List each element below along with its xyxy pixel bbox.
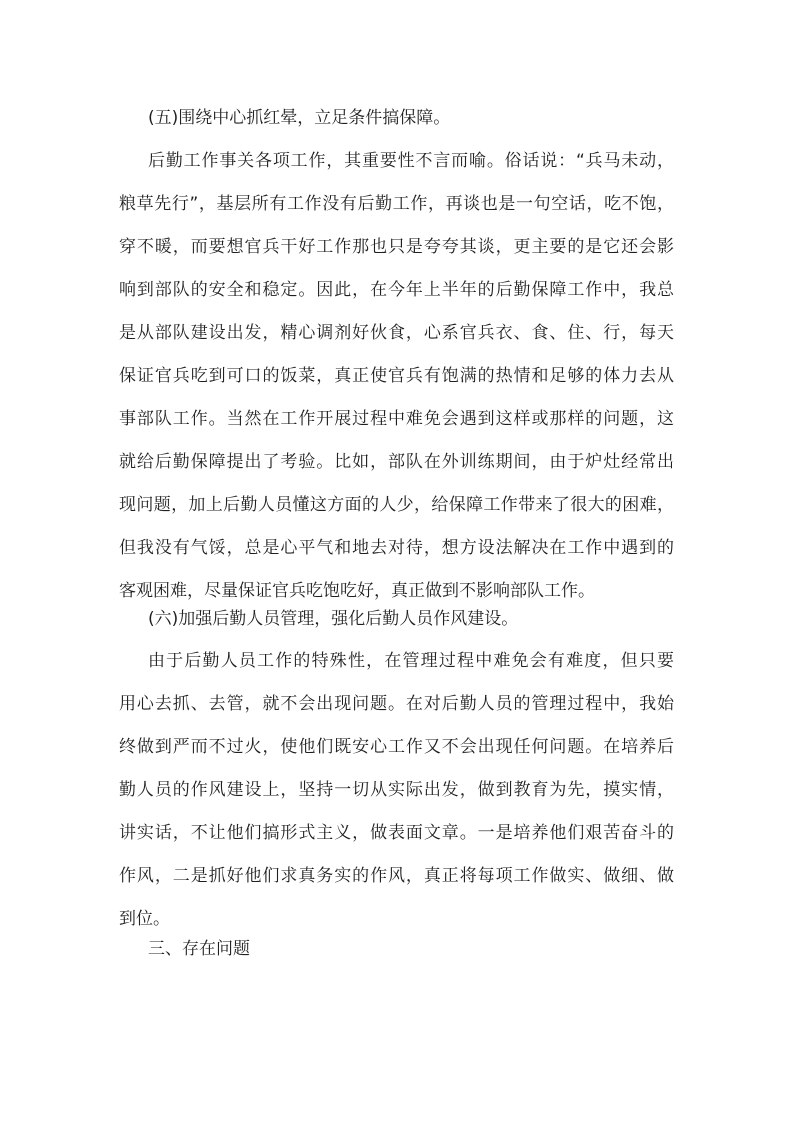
- paragraph-line: 就给后勤保障提出了考验。比如，部队在外训练期间，由于炉灶经常出: [119, 452, 674, 472]
- paragraph-line: 事部队工作。当然在工作开展过程中难免会遇到这样或那样的问题，这: [119, 409, 674, 429]
- paragraph-line: 响到部队的安全和稳定。因此，在今年上半年的后勤保障工作中，我总: [119, 280, 674, 300]
- paragraph-line: 客观困难，尽量保证官兵吃饱吃好，真正做到不影响部队工作。: [119, 581, 595, 601]
- section-heading-issues: 三、存在问题: [148, 939, 250, 959]
- paragraph-line: 粮草先行”，基层所有工作没有后勤工作，再谈也是一句空话，吃不饱，: [119, 194, 674, 214]
- paragraph-line: 勤人员的作风建设上，坚持一切从实际出发，做到教育为先，摸实情，: [119, 780, 674, 800]
- section-heading-5: (五)围绕中心抓红晕，立足条件搞保障。: [148, 108, 451, 128]
- paragraph-line: 穿不暖，而要想官兵干好工作那也只是夸夸其谈，更主要的是它还会影: [119, 237, 674, 257]
- paragraph-line: 是从部队建设出发，精心调剂好伙食，心系官兵衣、食、住、行，每天: [119, 323, 674, 343]
- paragraph-line: 后勤工作事关各项工作，其重要性不言而喻。俗话说：“兵马未动，: [148, 151, 674, 171]
- paragraph-line: 讲实话，不让他们搞形式主义，做表面文章。一是培养他们艰苦奋斗的: [119, 823, 674, 843]
- paragraph-line: 现问题，加上后勤人员懂这方面的人少，给保障工作带来了很大的困难，: [119, 495, 674, 515]
- paragraph-line: 作风，二是抓好他们求真务实的作风，真正将每项工作做实、做细、做: [119, 866, 674, 886]
- paragraph-line: 保证官兵吃到可口的饭菜，真正使官兵有饱满的热情和足够的体力去从: [119, 366, 674, 386]
- paragraph-line: 由于后勤人员工作的特殊性，在管理过程中难免会有难度，但只要: [148, 651, 674, 671]
- paragraph-line: 用心去抓、去管，就不会出现问题。在对后勤人员的管理过程中，我始: [119, 694, 674, 714]
- paragraph-line: 终做到严而不过火，使他们既安心工作又不会出现任何问题。在培养后: [119, 737, 674, 757]
- paragraph-line: 到位。: [119, 909, 170, 929]
- section-heading-6: (六)加强后勤人员管理，强化后勤人员作风建设。: [148, 609, 519, 629]
- paragraph-line: 但我没有气馁，总是心平气和地去对待，想方设法解决在工作中遇到的: [119, 538, 674, 558]
